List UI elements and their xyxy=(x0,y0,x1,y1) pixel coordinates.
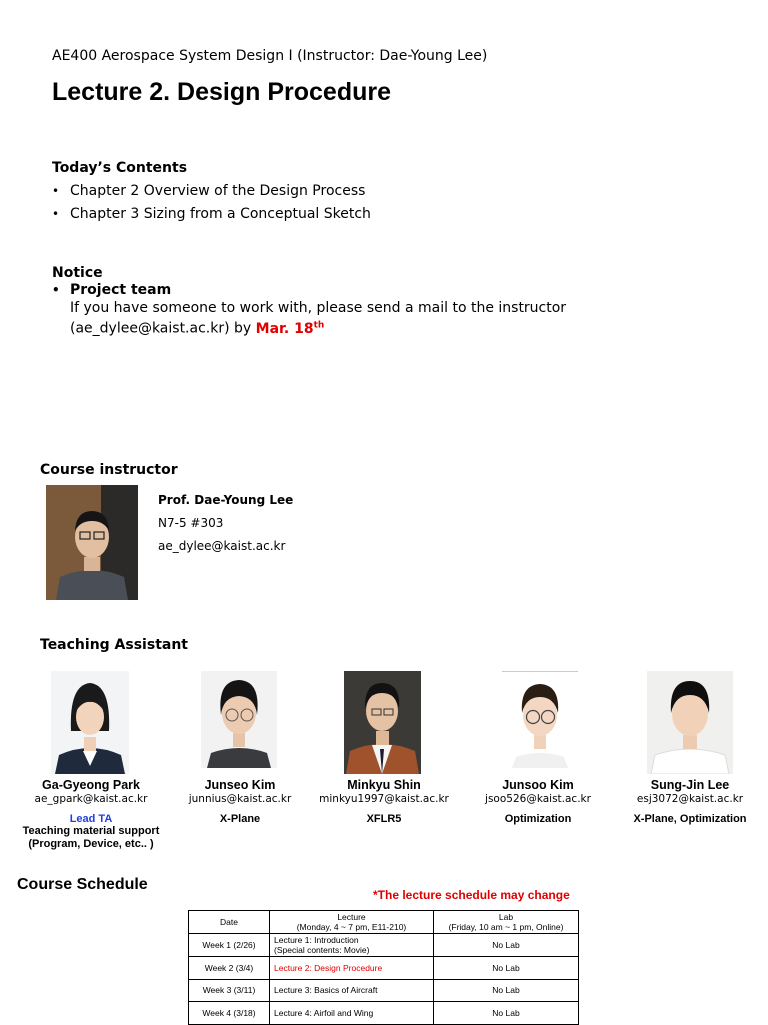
notice-heading: Notice xyxy=(52,265,103,281)
row-lecture xyxy=(270,934,434,957)
ta-role: XFLR5 xyxy=(366,813,402,825)
notice-line1: If you have someone to work with, please send a mail to the instructor xyxy=(70,300,567,316)
col-lecture-sub: (Monday, 4 ~ 7 pm, E11-210) xyxy=(296,922,407,932)
ta-card xyxy=(165,778,315,825)
ta-card xyxy=(615,778,765,825)
row-lecture-sub: (Special contents: Movie) xyxy=(274,945,370,955)
ta-card xyxy=(16,778,166,851)
col-lab-sub: (Friday, 10 am ~ 1 pm, Online) xyxy=(448,922,564,932)
contents-item: • Chapter 3 Sizing from a Conceptual Sketch xyxy=(52,203,371,226)
col-lecture-title: Lecture xyxy=(337,912,366,922)
row-date: Week 3 (3/11) xyxy=(189,979,270,1002)
contents-item: • Chapter 2 Overview of the Design Process xyxy=(52,180,371,203)
contents-heading: Today’s Contents xyxy=(52,160,188,176)
ta-role: X-Plane xyxy=(219,813,261,825)
row-lecture: Lecture 3: Basics of Aircraft xyxy=(270,979,434,1002)
notice-body xyxy=(70,300,566,338)
row-lecture: Lecture 4: Airfoil and Wing xyxy=(270,1002,434,1025)
ta-photo-junsoo xyxy=(502,671,578,768)
ta-name: Ga-Gyeong Park xyxy=(42,778,140,792)
ta-extra: Teaching material support xyxy=(22,825,160,837)
deadline-text: Mar. 18 xyxy=(255,320,314,337)
col-date: Date xyxy=(189,911,270,934)
table-row xyxy=(189,934,579,957)
row-date: Week 1 (2/26) xyxy=(189,934,270,957)
table-row xyxy=(189,1002,579,1025)
schedule-heading: Course Schedule xyxy=(17,876,148,893)
ta-heading: Teaching Assistant xyxy=(40,637,188,653)
ta-photo-sung-jin xyxy=(647,671,733,774)
ta-email[interactable]: minkyu1997@kaist.ac.kr xyxy=(319,793,449,805)
row-lecture-title: Lecture 1: Introduction xyxy=(274,935,359,945)
contents-list xyxy=(52,180,371,225)
ta-role: X-Plane, Optimization xyxy=(633,813,747,825)
instructor-photo xyxy=(46,485,138,600)
table-row xyxy=(189,979,579,1002)
ta-name: Junsoo Kim xyxy=(502,778,574,792)
instructor-email[interactable]: ae_dylee@kaist.ac.kr xyxy=(158,539,286,553)
ta-role: Lead TA xyxy=(69,813,113,825)
ta-email[interactable]: junnius@kaist.ac.kr xyxy=(188,793,292,805)
col-lab-title: Lab xyxy=(498,912,514,922)
ta-email[interactable]: esj3072@kaist.ac.kr xyxy=(636,793,744,805)
row-date: Week 2 (3/4) xyxy=(189,957,270,980)
course-line: AE400 Aerospace System Design I (Instructor: Dae-Young Lee) xyxy=(52,48,488,64)
col-lecture xyxy=(270,911,434,934)
row-lab: No Lab xyxy=(434,934,579,957)
ta-photo-ga-gyeong xyxy=(51,671,129,774)
ta-name: Sung-Jin Lee xyxy=(650,778,730,792)
instructor-name: Prof. Dae-Young Lee xyxy=(158,493,294,507)
row-lab: No Lab xyxy=(434,979,579,1002)
ta-role: Optimization xyxy=(504,813,572,825)
ta-card xyxy=(463,778,613,825)
row-lab: No Lab xyxy=(434,957,579,980)
notice-item-title: • Project team xyxy=(52,281,171,300)
table-row xyxy=(189,957,579,980)
row-lab: No Lab xyxy=(434,1002,579,1025)
ta-photo-junseo xyxy=(201,671,277,768)
notice-line2 xyxy=(70,317,566,338)
notice-list xyxy=(52,281,171,300)
lecture-title: Lecture 2. Design Procedure xyxy=(52,78,392,106)
ta-extra: (Program, Device, etc.. ) xyxy=(28,838,154,850)
schedule-header-row xyxy=(189,911,579,934)
ta-card xyxy=(309,778,459,825)
ta-email[interactable]: ae_gpark@kaist.ac.kr xyxy=(34,793,148,805)
schedule-note: *The lecture schedule may change xyxy=(373,888,570,902)
ta-photo-minkyu xyxy=(344,671,421,774)
row-lecture: Lecture 2: Design Procedure xyxy=(270,957,434,980)
schedule-table xyxy=(188,910,579,1025)
deadline-sup: th xyxy=(313,320,325,330)
ta-email[interactable]: jsoo526@kaist.ac.kr xyxy=(485,793,591,805)
instructor-heading: Course instructor xyxy=(40,462,178,478)
notice-deadline xyxy=(256,321,325,337)
ta-name: Minkyu Shin xyxy=(347,778,421,792)
instructor-office: N7-5 #303 xyxy=(158,516,224,530)
col-lab xyxy=(434,911,579,934)
row-date: Week 4 (3/18) xyxy=(189,1002,270,1025)
ta-name: Junseo Kim xyxy=(204,778,276,792)
notice-line2-prefix: (ae_dylee@kaist.ac.kr) by xyxy=(70,320,256,337)
